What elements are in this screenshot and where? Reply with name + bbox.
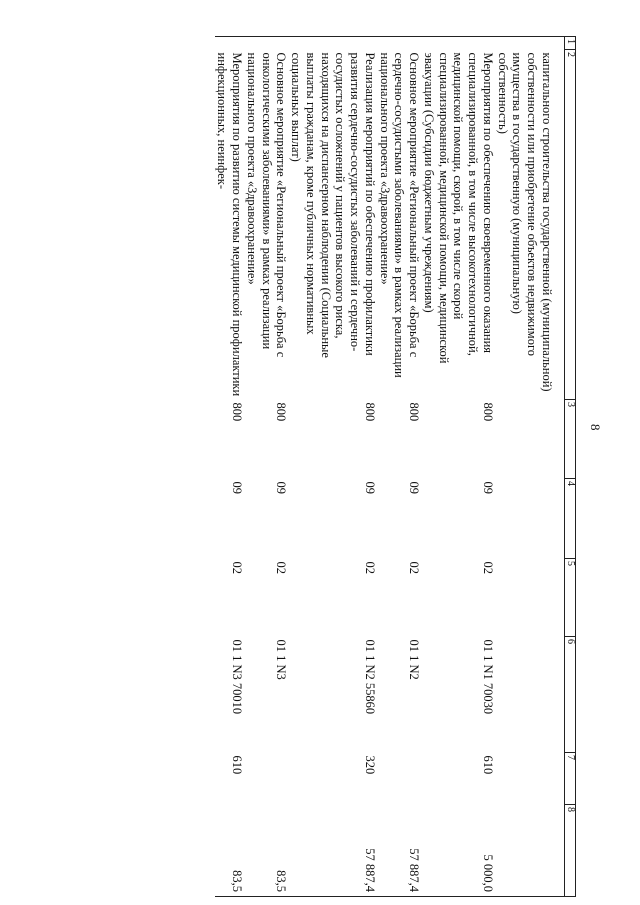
column-number: 7: [565, 753, 576, 805]
row-ministry-code: 800: [363, 402, 377, 422]
row-target-article: 01 1 N1 70030: [481, 639, 495, 715]
row-subsection-code: 02: [407, 561, 422, 574]
row-subsection-code: [495, 559, 554, 637]
row-section-code: [495, 479, 554, 559]
column-number: 2: [565, 50, 576, 400]
row-target-article: [495, 637, 554, 753]
row-section-code: 09: [230, 481, 245, 494]
row-amount: 57 887,4: [377, 805, 421, 897]
row-section-code: 09: [407, 481, 422, 494]
column-number: 3: [565, 400, 576, 479]
table-row: [377, 37, 421, 897]
row-ministry-code: [495, 400, 554, 479]
column-number: 4: [565, 479, 576, 559]
row-amount: 83,5: [244, 805, 288, 897]
row-section-code: 09: [274, 481, 289, 494]
row-expense-type: [244, 753, 288, 805]
row-amount: 5 000,0: [421, 805, 495, 897]
page-number: 8: [588, 424, 603, 431]
column-number: 8: [565, 805, 576, 897]
row-target-article: 01 1 N3: [274, 639, 289, 680]
row-description: Реализация мероприятий по обеспечению профилактики развития сердечно-сосудистых заболеваний и сердечно-сосудистых осложнений у пациентов высокого риска, находящихся на диспансерном наблюдении (Социальные выплаты гражданам, кроме публичных нормативных социальных выплат): [289, 52, 377, 358]
row-ministry-code: 800: [481, 402, 495, 422]
row-description: Основное мероприятие «Региональный проект «Борьба с сердечно-сосудистыми заболеваниями» в рамках реализации национального проекта «Здравоохранение»: [377, 52, 422, 378]
row-description: Мероприятия по обеспечению своевременного оказания специализированной, в том числе высокотехнологичной, медицинской помощи, скорой, в том числе скорой специализированной, медицинской помощи, медицинской эвакуации (Субсидии бюджетным учреждениям): [422, 52, 495, 364]
row-section-code: 09: [481, 481, 495, 494]
row-target-article: 01 1 N3 70010: [230, 639, 245, 715]
column-number: 6: [565, 637, 576, 753]
table-header-row: [565, 37, 576, 897]
table-row: [421, 37, 495, 897]
row-expense-type: 610: [230, 755, 245, 775]
row-expense-type: [377, 753, 421, 805]
row-ministry-code: 800: [230, 402, 245, 422]
row-amount: 57 887,4: [289, 805, 378, 897]
row-amount: 83,5: [215, 805, 245, 897]
row-expense-type: [495, 753, 554, 805]
table-spacer-row: [554, 37, 565, 897]
table-row: [244, 37, 288, 897]
row-subsection-code: 02: [230, 561, 245, 574]
row-subsection-code: 02: [481, 561, 495, 574]
row-target-article: 01 1 N2: [407, 639, 422, 680]
row-ministry-code: 800: [407, 402, 422, 422]
row-amount: [495, 805, 554, 897]
row-ministry-code: 800: [274, 402, 289, 422]
column-number: 1: [565, 37, 576, 50]
row-subsection-code: 02: [274, 561, 289, 574]
row-target-article: 01 1 N2 55860: [363, 639, 377, 715]
row-description: Основное мероприятие «Региональный проект «Борьба с онкологическими заболеваниями» в рамках реализации национального проекта «Здравоохранение»: [245, 52, 289, 358]
row-description: Мероприятия по развитию системы медицинской профилактики инфекционных, неинфек-: [215, 52, 245, 397]
row-subsection-code: 02: [363, 561, 377, 574]
table-row: [495, 37, 554, 897]
row-expense-type: 610: [481, 755, 495, 775]
budget-table: [215, 36, 576, 897]
rotated-content: [48, 36, 603, 896]
column-number: 5: [565, 559, 576, 637]
table-row: [215, 37, 245, 897]
row-expense-type: 320: [363, 755, 377, 775]
row-section-code: 09: [363, 481, 377, 494]
table-row: [289, 37, 378, 897]
row-description: капитального строительства государственной (муниципальной) собственности или приобретение объектов недвижимого имущества в государственную (муниципальную) собственность): [495, 52, 554, 392]
